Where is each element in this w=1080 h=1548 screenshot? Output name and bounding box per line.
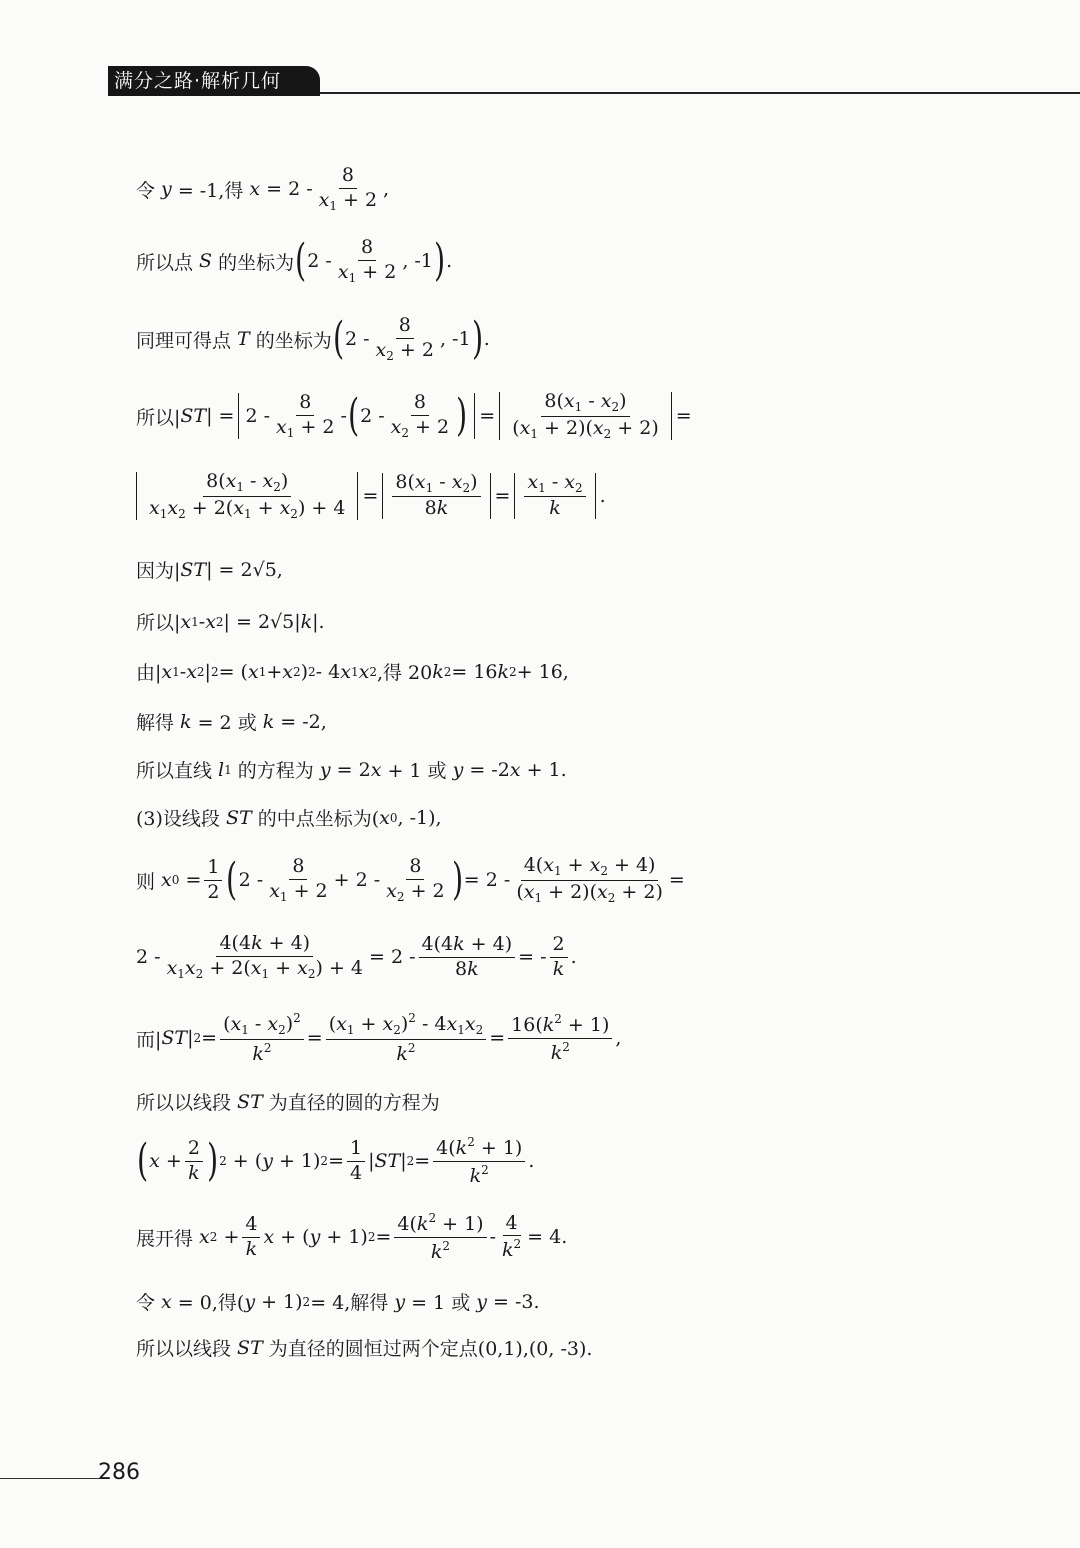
math-line-18: 令 x = 0,得( y + 1) 2 = 4,解得 y = 1 或 y = -3. [136, 1290, 540, 1314]
header-rule [320, 92, 1080, 94]
math-line-9: 解得 k = 2 或 k = -2, [136, 710, 327, 734]
math-line-6: 因为| ST | = 2√5, [136, 558, 283, 582]
footer-rule [0, 1478, 100, 1479]
math-line-4: 所以| ST | = 2 - $\frac{8}{x_1 + 2}$ - ( 2 - $\frac{8}{x_2 + 2}$ ) = $\frac{8(x_1 - x_2)}{(x_1 + 2)(x_2 + 2)}$ = [136, 390, 692, 442]
math-line-1: 令 y = -1,得 x = 2 - $\frac{8}{x_1 + 2}$ , [136, 164, 390, 213]
math-line-11: (3)设线段 ST 的中点坐标为( x 0 , -1), [136, 806, 442, 830]
math-line-19: 所以以线段 ST 为直径的圆恒过两个定点(0,1),(0, -3). [136, 1336, 593, 1360]
book-title-tab: 满分之路·解析几何 [108, 66, 320, 96]
math-line-10: 所以直线 l 1 的方程为 y = 2 x + 1 或 y = -2 x + 1. [136, 758, 567, 782]
math-line-16: ( x + $\frac{2}{k}$ ) 2 + ( y + 1) 2 = $\frac{1}{4}$ | ST | 2 = $\frac{4(k^2 + 1)}{k^2}$ . [137, 1135, 535, 1187]
math-line-12: 则 x 0 = $\frac{1}{2}$ ( 2 - $\frac{8}{x_1 + 2}$ + 2 - $\frac{8}{x_2 + 2}$ ) = 2 - $\frac{4(x_1 + x_2 + 4)}{(x_1 + 2)(x_2 + 2)}$ = [136, 854, 685, 906]
page-number: 286 [98, 1460, 140, 1485]
math-line-8: 由| x 1 - x 2 | 2 = ( x 1 + x 2 ) 2 - 4 x 1 x 2 ,得 20 k 2 = 16 k 2 + 16, [136, 660, 569, 684]
math-line-7: 所以| x 1 - x 2 | = 2√5| k |. [136, 610, 325, 634]
math-line-15: 所以以线段 ST 为直径的圆的方程为 [136, 1090, 440, 1114]
math-line-13: 2 - $\frac{4(4k + 4)}{x_1x_2 + 2(x_1 + x_2) + 4}$ = 2 - $\frac{4(4k + 4)}{8k}$ = - $\frac{2}{k}$ . [136, 932, 577, 981]
math-line-17: 展开得 x 2 + $\frac{4}{k}$ x + ( y + 1) 2 = $\frac{4(k^2 + 1)}{k^2}$ - $\frac{4}{k^2}$ = 4. [136, 1211, 568, 1263]
math-line-2: 所以点 S 的坐标为 ( 2 - $\frac{8}{x_1 + 2}$ , -1 ) . [136, 235, 453, 287]
math-line-5: $\frac{8(x_1 - x_2)}{x_1x_2 + 2(x_1 + x_2) + 4}$ = $\frac{8(x_1 - x_2)}{8k}$ = $\frac{x_1 - x_2}{k}$ . [136, 472, 606, 520]
math-line-14: 而| ST | 2 = $\frac{(x_1 - x_2)^2}{k^2}$ = $\frac{(x_1 + x_2)^2 - 4x_1x_2}{k^2}$ = $\frac{16(k^2 + 1)}{k^2}$ , [136, 1011, 622, 1065]
math-line-3: 同理可得点 T 的坐标为 ( 2 - $\frac{8}{x_2 + 2}$ , -1 ) . [136, 313, 490, 365]
